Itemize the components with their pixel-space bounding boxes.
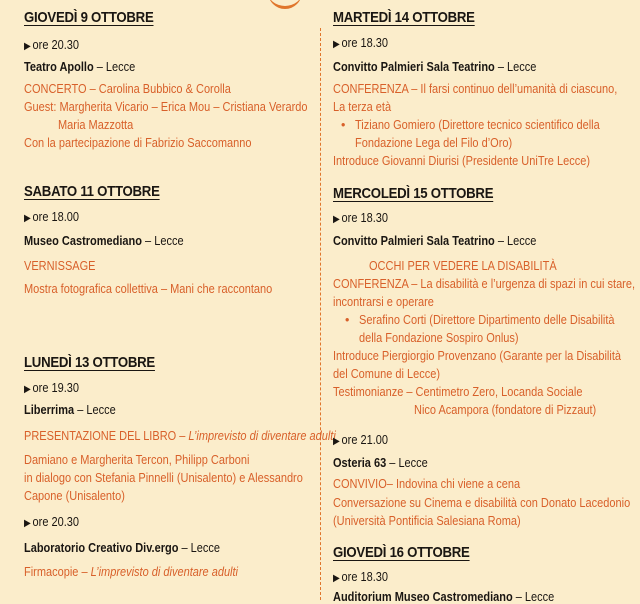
event-line: Fondazione Lega del Filo d’Oro): [355, 136, 513, 150]
event-venue: Teatro Apollo – Lecce: [24, 60, 136, 74]
event-venue: Auditorium Museo Castromediano – Lecce: [333, 590, 555, 604]
event-line: incontrarsi e operare: [333, 295, 434, 309]
event-time: ▶ ore 18.00: [24, 210, 80, 224]
day-heading-lunedi-13: LUNEDÌ 13 OTTOBRE: [24, 354, 155, 371]
event-venue: Museo Castromediano – Lecce: [24, 234, 184, 248]
event-line: PRESENTAZIONE DEL LIBRO – L’imprevisto di diventare adulti: [24, 429, 336, 443]
event-line: del Comune di Lecce): [333, 367, 441, 381]
event-line: VERNISSAGE: [24, 259, 96, 273]
event-time: ▶ ore 21.00: [333, 433, 389, 447]
event-time: ▶ ore 18.30: [333, 36, 389, 50]
event-line: CONVIVIO– Indovina chi viene a cena: [333, 477, 521, 491]
event-line: Introduce Piergiorgio Provenzano (Garante per la Disabilità: [333, 349, 621, 363]
event-line: Testimonianze – Centimetro Zero, Locanda Sociale: [333, 385, 583, 399]
event-line: (Università Pontificia Salesiana Roma): [333, 514, 521, 528]
event-venue: Convitto Palmieri Sala Teatrino – Lecce: [333, 60, 537, 74]
right-triangle-icon: ▶: [333, 214, 340, 225]
event-line: in dialogo con Stefania Pinnelli (Unisalento) e Alessandro: [24, 471, 303, 485]
event-line: CONFERENZA – La disabilità e l’urgenza di spazi in cui stare,: [333, 277, 636, 291]
event-time: ▶ ore 20.30: [24, 38, 80, 52]
bullet-dot-icon: •: [345, 313, 350, 327]
event-venue: Liberrima – Lecce: [24, 403, 116, 417]
event-line: Capone (Unisalento): [24, 489, 125, 503]
event-line: CONCERTO – Carolina Bubbico & Corolla: [24, 82, 231, 96]
right-triangle-icon: ▶: [24, 384, 31, 395]
bullet-dot-icon: •: [341, 118, 346, 132]
event-line: La terza età: [333, 100, 392, 114]
event-line: Conversazione su Cinema e disabilità con Donato Lacedonio: [333, 496, 631, 510]
right-triangle-icon: ▶: [333, 39, 340, 50]
event-line: Firmacopie – L’imprevisto di diventare adulti: [24, 565, 239, 579]
event-line: Damiano e Margherita Tercon, Philipp Carboni: [24, 453, 250, 467]
event-time: ▶ ore 19.30: [24, 381, 80, 395]
event-line: Nico Acampora (fondatore di Pizzaut): [414, 403, 597, 417]
event-line: Mostra fotografica collettiva – Mani che raccontano: [24, 282, 273, 296]
event-line: Maria Mazzotta: [58, 118, 134, 132]
event-line: della Fondazione Sospiro Onlus): [359, 331, 519, 345]
right-triangle-icon: ▶: [24, 213, 31, 224]
event-line: Guest: Margherita Vicario – Erica Mou – Cristiana Verardo: [24, 100, 308, 114]
event-line: Introduce Giovanni Diurisi (Presidente UniTre Lecce): [333, 154, 590, 168]
event-venue: Osteria 63 – Lecce: [333, 456, 428, 470]
day-heading-sabato-11: SABATO 11 OTTOBRE: [24, 183, 160, 200]
event-venue: Laboratorio Creativo Div.ergo – Lecce: [24, 541, 221, 555]
event-time: ▶ ore 20.30: [24, 515, 80, 529]
event-line: OCCHI PER VEDERE LA DISABILITÀ: [369, 259, 557, 273]
column-divider: [320, 28, 321, 600]
right-triangle-icon: ▶: [333, 436, 340, 447]
event-time: ▶ ore 18.30: [333, 570, 389, 584]
day-heading-giovedi-9: GIOVEDÌ 9 OTTOBRE: [24, 9, 154, 26]
event-line: Con la partecipazione di Fabrizio Saccomanno: [24, 136, 252, 150]
day-heading-mercoledi-15: MERCOLEDÌ 15 OTTOBRE: [333, 185, 494, 202]
day-heading-giovedi-16: GIOVEDÌ 16 OTTOBRE: [333, 544, 470, 561]
day-heading-martedi-14: MARTEDÌ 14 OTTOBRE: [333, 9, 475, 26]
event-venue: Convitto Palmieri Sala Teatrino – Lecce: [333, 234, 537, 248]
event-line: Serafino Corti (Direttore Dipartimento delle Disabilità: [359, 313, 615, 327]
right-triangle-icon: ▶: [24, 41, 31, 52]
right-triangle-icon: ▶: [24, 518, 31, 529]
event-line: Tiziano Gomiero (Direttore tecnico scientifico della: [355, 118, 600, 132]
decorative-arc: [268, 0, 302, 9]
event-time: ▶ ore 18.30: [333, 211, 389, 225]
right-triangle-icon: ▶: [333, 573, 340, 584]
event-line: CONFERENZA – Il farsi continuo dell’umanità di ciascuno,: [333, 82, 618, 96]
